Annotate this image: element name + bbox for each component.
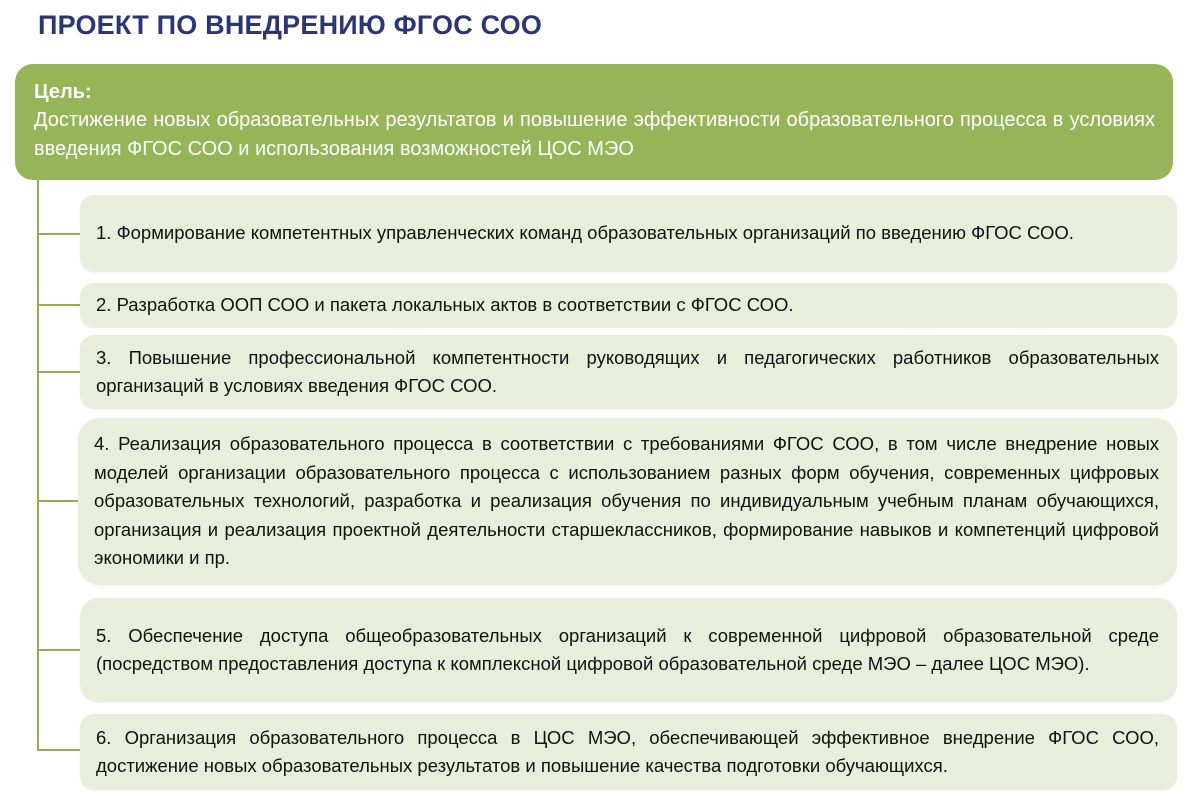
page-title: ПРОЕКТ ПО ВНЕДРЕНИЮ ФГОС СОО <box>38 10 543 40</box>
task-item-5-text: 5. Обеспечение доступа общеобразовательных организаций к современной цифровой образовательной среде (посредством предоставления доступа к комплексной цифровой образовательной среде МЭО – далее ЦОС МЭО). <box>96 624 1159 674</box>
tree-connector-4 <box>37 500 81 502</box>
task-item-6-text: 6. Организация образовательного процесса в ЦОС МЭО, обеспечивающей эффективное внедрение ФГОС СОО, достижение новых образовательных результатов и повышение качества подготовки обучающихся. <box>96 726 1159 776</box>
task-item-5 <box>80 598 1177 702</box>
tree-connector-3 <box>37 371 81 373</box>
task-item-6 <box>80 714 1177 790</box>
task-item-2-text: 2. Разработка ООП СОО и пакета локальных актов в соответствии с ФГОС СОО. <box>96 294 794 316</box>
task-item-3 <box>80 335 1177 409</box>
goal-text: Достижение новых образовательных результатов и повышение эффективности образовательного процесса в условиях введения ФГОС СОО и использования возможностей ЦОС МЭО <box>34 109 1155 160</box>
goal-label: Цель: <box>34 81 92 103</box>
task-item-4 <box>78 418 1177 585</box>
tree-connector-6 <box>37 749 81 751</box>
tree-connector-5 <box>37 649 81 651</box>
tree-connector-vertical <box>37 180 39 750</box>
tree-connector-2 <box>37 304 81 306</box>
task-item-4-text: 4. Реализация образовательного процесса в соответствии с требованиями ФГОС СОО, в том числе внедрение новых моделей организации образовательного процесса с использованием разных форм обучения, современных цифровых образовательных технологий, разработка и реализация обучения по индивидуальным учебным планам обучающихся, организация и реализация проектной деятельности старшеклассников, формирование навыков и компетенций цифровой экономики и пр. <box>94 433 1159 569</box>
task-item-1 <box>80 195 1177 272</box>
goal-box <box>15 64 1173 180</box>
task-item-2 <box>80 283 1177 328</box>
task-item-3-text: 3. Повышение профессиональной компетентности руководящих и педагогических работников образовательных организаций в условиях введения ФГОС СОО. <box>96 346 1159 396</box>
tree-connector-1 <box>37 233 81 235</box>
task-item-1-text: 1. Формирование компетентных управленческих команд образовательных организаций по введению ФГОС СОО. <box>96 222 1074 244</box>
